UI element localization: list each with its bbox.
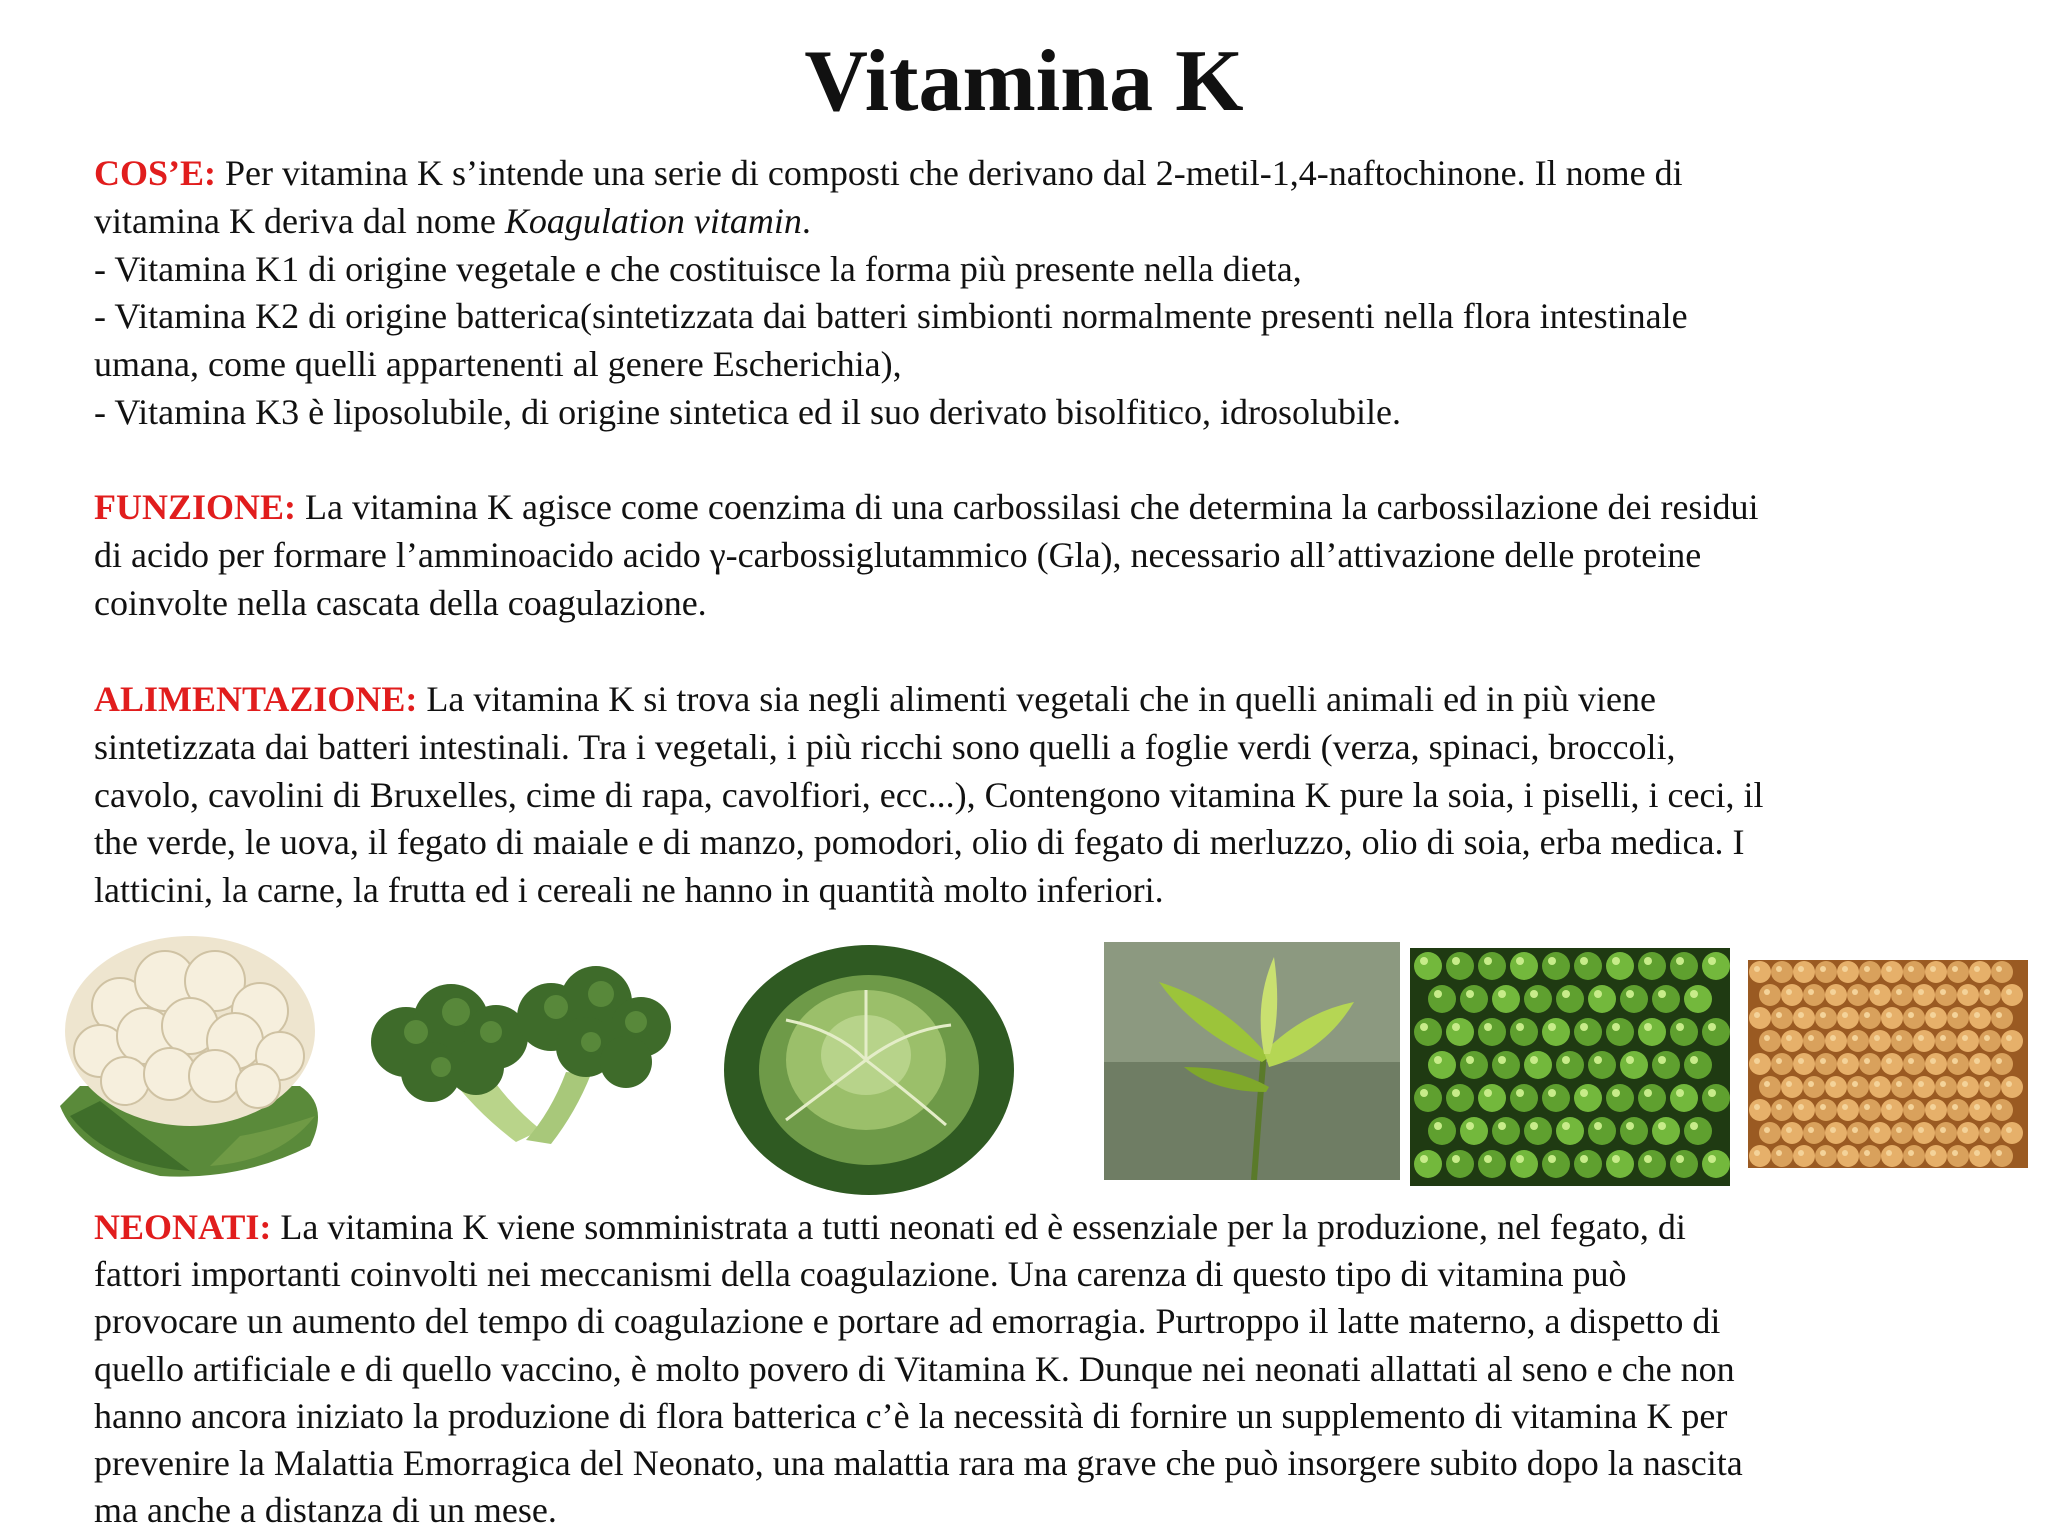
alimentazione-label: ALIMENTAZIONE: — [94, 679, 418, 719]
funzione-label: FUNZIONE: — [94, 487, 297, 527]
broccoli-image — [356, 962, 676, 1152]
cose-line: - Vitamina K1 di origine vegetale e che costituisce la forma più presente nella dieta, — [94, 248, 1302, 289]
neonati-line-1 — [94, 1204, 1974, 1251]
alimentazione-line: the verde, le uova, il fegato di maiale e di manzo, pomodori, olio di fegato di merluzzo, olio di soia, erba medica. I — [94, 822, 1745, 863]
funzione-line: di acido per formare l’amminoacido acido γ-carbossiglutammico (Gla), necessario all’attivazione delle proteine — [94, 534, 1702, 575]
cose-italic-term: Koagulation vitamin — [504, 200, 802, 241]
cose-label: COS’E: — [94, 153, 217, 193]
alimentazione-line: sintetizzata dai batteri intestinali. Tra i vegetali, i più ricchi sono quelli a foglie verdi (verza, spinaci, broccoli, — [94, 726, 1676, 767]
cose-line: - Vitamina K2 di origine batterica(sintetizzata dai batteri simbionti normalmente presenti nella flora intestinale — [94, 296, 1688, 337]
cose-text-1: Per vitamina K s’intende una serie di composti che derivano dal 2-metil-1,4-naftochinone. Il nome di — [225, 153, 1683, 193]
section-alimentazione — [94, 676, 1974, 915]
cose-text-2b: . — [801, 200, 811, 241]
cose-line: - Vitamina K3 è liposolubile, di origine sintetica ed il suo derivato bisolfitico, idrosolubile. — [94, 391, 1401, 432]
funzione-line-1 — [94, 484, 1974, 532]
section-funzione — [94, 484, 1974, 627]
green-tea-leaves-image — [1104, 942, 1400, 1180]
cose-line: umana, come quelli appartenenti al genere Escherichia), — [94, 344, 902, 385]
funzione-line: coinvolte nella cascata della coagulazione. — [94, 582, 707, 623]
funzione-text-1: La vitamina K agisce come coenzima di una carbossilasi che determina la carbossilazione dei residui — [305, 487, 1759, 527]
neonati-text-1: La vitamina K viene somministrata a tutti neonati ed è essenziale per la produzione, nel fegato, di — [280, 1207, 1686, 1247]
section-cose — [94, 150, 1974, 437]
neonati-line: provocare un aumento del tempo di coagulazione e portare ad emorragia. Purtroppo il latte materno, a dispetto di — [94, 1301, 1721, 1342]
neonati-line: hanno ancora iniziato la produzione di flora batterica c’è la necessità di fornire un supplemento di vitamina K per — [94, 1395, 1728, 1436]
neonati-line: quello artificiale e di quello vaccino, è molto povero di Vitamina K. Dunque nei neonati allattati al seno e che non — [94, 1348, 1735, 1389]
neonati-line: fattori importanti coinvolti nei meccanismi della coagulazione. Una carenza di questo tipo di vitamina può — [94, 1254, 1627, 1295]
chickpeas-image — [1748, 960, 2028, 1168]
neonati-line: prevenire la Malattia Emorragica del Neonato, una malattia rara ma grave che può insorgere subito dopo la nascita — [94, 1443, 1743, 1484]
cose-line-2 — [94, 198, 1974, 246]
page-title: Vitamina K — [804, 33, 1244, 130]
alimentazione-line-1 — [94, 676, 1974, 724]
section-neonati — [94, 1204, 1974, 1534]
cose-text-2a: vitamina K deriva dal nome — [94, 200, 496, 241]
neonati-line: ma anche a distanza di un mese. — [94, 1490, 557, 1531]
cauliflower-image — [40, 926, 335, 1186]
alimentazione-text-1: La vitamina K si trova sia negli alimenti vegetali che in quelli animali ed in più viene — [426, 679, 1657, 719]
peas-image — [1410, 948, 1730, 1186]
alimentazione-line: cavolo, cavolini di Bruxelles, cime di rapa, cavolfiori, ecc...), Contengono vitamina K pure la soia, i piselli, i ceci, il — [94, 774, 1764, 815]
alimentazione-line: latticini, la carne, la frutta ed i cereali ne hanno in quantità molto inferiori. — [94, 870, 1164, 911]
savoy-cabbage-image — [716, 930, 1022, 1200]
cose-line-1 — [94, 150, 1974, 198]
neonati-label: NEONATI: — [94, 1207, 272, 1247]
